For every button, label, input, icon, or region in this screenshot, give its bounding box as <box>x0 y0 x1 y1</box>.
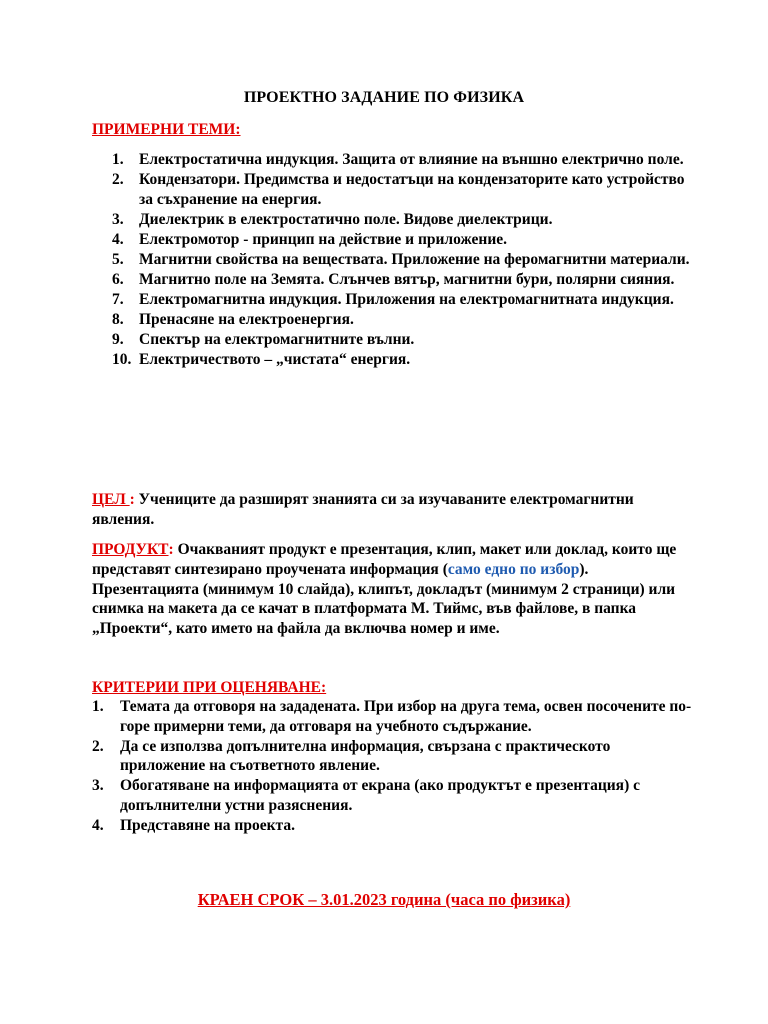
list-text: Електричеството – „чистата“ енергия. <box>139 351 411 368</box>
list-text: Магнитни свойства на веществата. Приложение на феромагнитни материали. <box>139 251 690 268</box>
document-title: ПРОЕКТНО ЗАДАНИЕ ПО ФИЗИКА <box>243 89 525 106</box>
list-item <box>92 310 692 330</box>
product-text-before: Очакваният продукт е презентация, клип, макет или доклад, които ще представят синтезирано проучената информация ( <box>92 541 677 578</box>
list-number: 6. <box>112 271 124 288</box>
list-text: Да се използва допълнителна информация, свързана с практическото приложение на съответното явление. <box>120 737 611 775</box>
list-text: Пренасяне на електроенергия. <box>139 311 354 328</box>
list-number: 10. <box>112 351 132 368</box>
list-number: 4. <box>92 816 104 834</box>
list-item <box>92 330 692 350</box>
goal-paragraph <box>92 490 682 530</box>
list-text: Електромотор - принцип на действие и приложение. <box>139 231 508 248</box>
list-item <box>92 150 692 170</box>
list-item <box>92 816 692 836</box>
list-item <box>92 697 692 737</box>
criteria-list <box>92 697 692 836</box>
list-text: Темата да отговоря на зададената. При избор на друга тема, освен посочените по-горе примерни теми, да отговаря на учебното съдържание. <box>120 698 692 735</box>
list-number: 3. <box>112 211 124 228</box>
list-number: 1. <box>92 698 104 715</box>
topics-list <box>92 150 692 370</box>
deadline: КРАЕН СРОК – 3.01.2023 година (часа по физика) <box>197 890 571 909</box>
list-item <box>92 210 692 230</box>
list-number: 4. <box>112 231 124 248</box>
list-item <box>92 170 692 210</box>
product-label: ПРОДУКТ <box>92 541 169 558</box>
list-item <box>92 230 692 250</box>
list-text: Електромагнитна индукция. Приложения на електромагнитната индукция. <box>139 291 674 308</box>
list-text: Представяне на проекта. <box>120 816 295 834</box>
list-text: Диелектрик в електростатично поле. Видове диелектрици. <box>139 211 553 228</box>
list-item <box>92 250 692 270</box>
list-number: 2. <box>92 737 104 755</box>
list-item <box>92 776 692 816</box>
list-number: 1. <box>112 151 124 168</box>
list-text: Кондензатори. Предимства и недостатъци на кондензаторите като устройство за съхранение на енергия. <box>139 171 685 208</box>
list-text: Електростатична индукция. Защита от влияние на външно електрично поле. <box>139 151 684 168</box>
list-text: Обогатяване на информацията от екрана (ако продуктът е презентация) с допълнителни устни разяснения. <box>120 777 640 814</box>
goal-label: ЦЕЛ <box>92 491 130 508</box>
list-number: 2. <box>112 171 124 188</box>
list-text: Спектър на електромагнитните вълни. <box>139 331 415 348</box>
list-number: 5. <box>112 251 124 268</box>
list-number: 9. <box>112 331 124 348</box>
product-highlight: само едно по избор <box>447 560 580 578</box>
list-item <box>92 270 692 290</box>
topics-heading: ПРИМЕРНИ ТЕМИ: <box>92 121 241 138</box>
product-text-after: ). Презентацията (минимум 10 слайда), клипът, докладът (минимум 2 страници) или снимка на макета да се качат в платформата М. Тиймс, във файлове, в папка „Проекти“, като името на файла да включва номер и име. <box>92 560 676 638</box>
list-item <box>92 737 692 777</box>
list-number: 8. <box>112 311 124 328</box>
list-number: 3. <box>92 777 104 795</box>
list-text: Магнитно поле на Земята. Слънчев вятър, магнитни бури, полярни сияния. <box>139 271 675 288</box>
product-paragraph <box>92 540 682 639</box>
goal-text: Учениците да разширят знанията си за изучаваните електромагнитни явления. <box>92 491 634 528</box>
criteria-heading: КРИТЕРИИ ПРИ ОЦЕНЯВАНЕ: <box>92 679 327 696</box>
product-colon: : <box>168 541 174 558</box>
list-item <box>92 350 692 370</box>
goal-colon: : <box>129 491 135 508</box>
list-item <box>92 290 692 310</box>
list-number: 7. <box>112 291 124 308</box>
